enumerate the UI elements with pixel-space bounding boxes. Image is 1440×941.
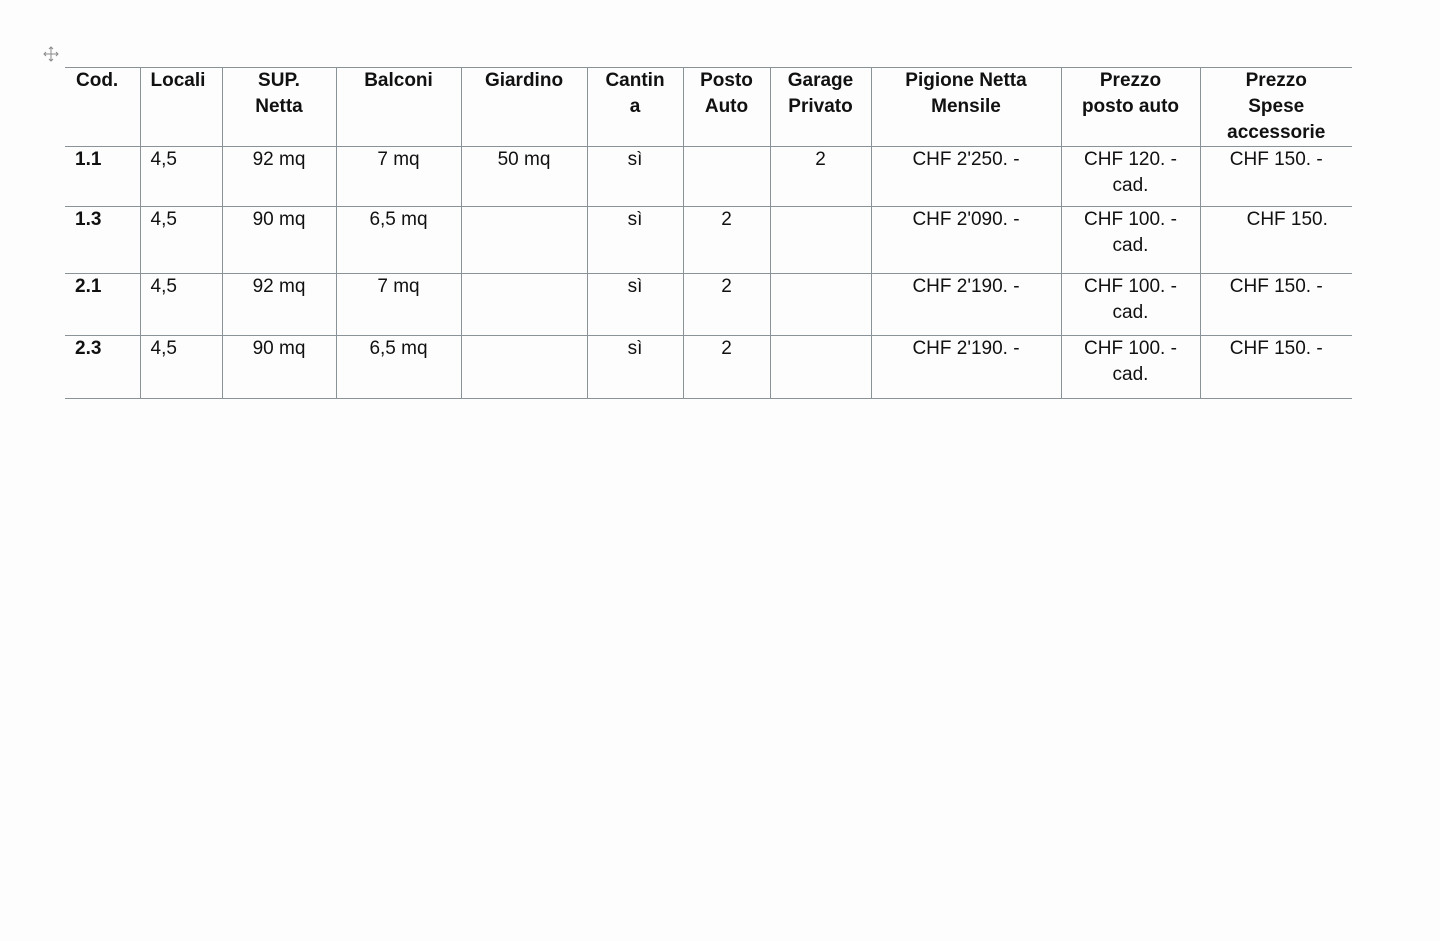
header-giardino: Giardino <box>461 68 587 147</box>
cell-prezzo-posto: CHF 100. - cad. <box>1061 274 1200 336</box>
cell-sup: 92 mq <box>222 274 336 336</box>
cell-garage <box>770 207 871 274</box>
header-balconi: Balconi <box>336 68 461 147</box>
cell-posto-auto <box>683 147 770 207</box>
apartment-price-table <box>65 67 1352 399</box>
cell-garage <box>770 274 871 336</box>
header-sup-netta: SUP. Netta <box>222 68 336 147</box>
table-row <box>65 274 1352 336</box>
table-row <box>65 147 1352 207</box>
cell-locali: 4,5 <box>140 336 222 399</box>
cell-locali: 4,5 <box>140 207 222 274</box>
header-cod: Cod. <box>65 68 140 147</box>
header-prezzo-spese-accessorie: Prezzo Spese accessorie <box>1200 68 1352 147</box>
cell-spese: CHF 150. - <box>1200 147 1352 207</box>
cell-cod: 1.3 <box>65 207 140 274</box>
cell-prezzo-posto: CHF 120. - cad. <box>1061 147 1200 207</box>
cell-posto-auto: 2 <box>683 336 770 399</box>
cell-pigione: CHF 2'190. - <box>871 274 1061 336</box>
header-cantina: Cantin a <box>587 68 683 147</box>
cell-locali: 4,5 <box>140 274 222 336</box>
table-header-row <box>65 68 1352 147</box>
cell-garage <box>770 336 871 399</box>
cell-balconi: 6,5 mq <box>336 336 461 399</box>
table-row <box>65 207 1352 274</box>
cell-sup: 90 mq <box>222 336 336 399</box>
cell-cantina: sì <box>587 274 683 336</box>
header-posto-auto: Posto Auto <box>683 68 770 147</box>
cell-locali: 4,5 <box>140 147 222 207</box>
cell-prezzo-posto: CHF 100. - cad. <box>1061 207 1200 274</box>
cell-balconi: 6,5 mq <box>336 207 461 274</box>
cell-spese: CHF 150. <box>1200 207 1352 274</box>
cell-balconi: 7 mq <box>336 147 461 207</box>
cell-garage: 2 <box>770 147 871 207</box>
table-row <box>65 336 1352 399</box>
cell-cantina: sì <box>587 207 683 274</box>
cell-cantina: sì <box>587 336 683 399</box>
header-pigione-netta-mensile: Pigione Netta Mensile <box>871 68 1061 147</box>
cell-giardino <box>461 274 587 336</box>
cell-pigione: CHF 2'250. - <box>871 147 1061 207</box>
cell-spese: CHF 150. - <box>1200 336 1352 399</box>
cell-pigione: CHF 2'190. - <box>871 336 1061 399</box>
cell-sup: 92 mq <box>222 147 336 207</box>
header-garage-privato: Garage Privato <box>770 68 871 147</box>
table-move-handle-icon[interactable] <box>43 46 59 62</box>
cell-cantina: sì <box>587 147 683 207</box>
cell-posto-auto: 2 <box>683 274 770 336</box>
cell-giardino <box>461 207 587 274</box>
cell-balconi: 7 mq <box>336 274 461 336</box>
cell-posto-auto: 2 <box>683 207 770 274</box>
cell-giardino: 50 mq <box>461 147 587 207</box>
cell-cod: 2.3 <box>65 336 140 399</box>
cell-cod: 1.1 <box>65 147 140 207</box>
cell-pigione: CHF 2'090. - <box>871 207 1061 274</box>
header-locali: Locali <box>140 68 222 147</box>
cell-sup: 90 mq <box>222 207 336 274</box>
cell-cod: 2.1 <box>65 274 140 336</box>
cell-spese: CHF 150. - <box>1200 274 1352 336</box>
cell-prezzo-posto: CHF 100. - cad. <box>1061 336 1200 399</box>
header-prezzo-posto-auto: Prezzo posto auto <box>1061 68 1200 147</box>
cell-giardino <box>461 336 587 399</box>
